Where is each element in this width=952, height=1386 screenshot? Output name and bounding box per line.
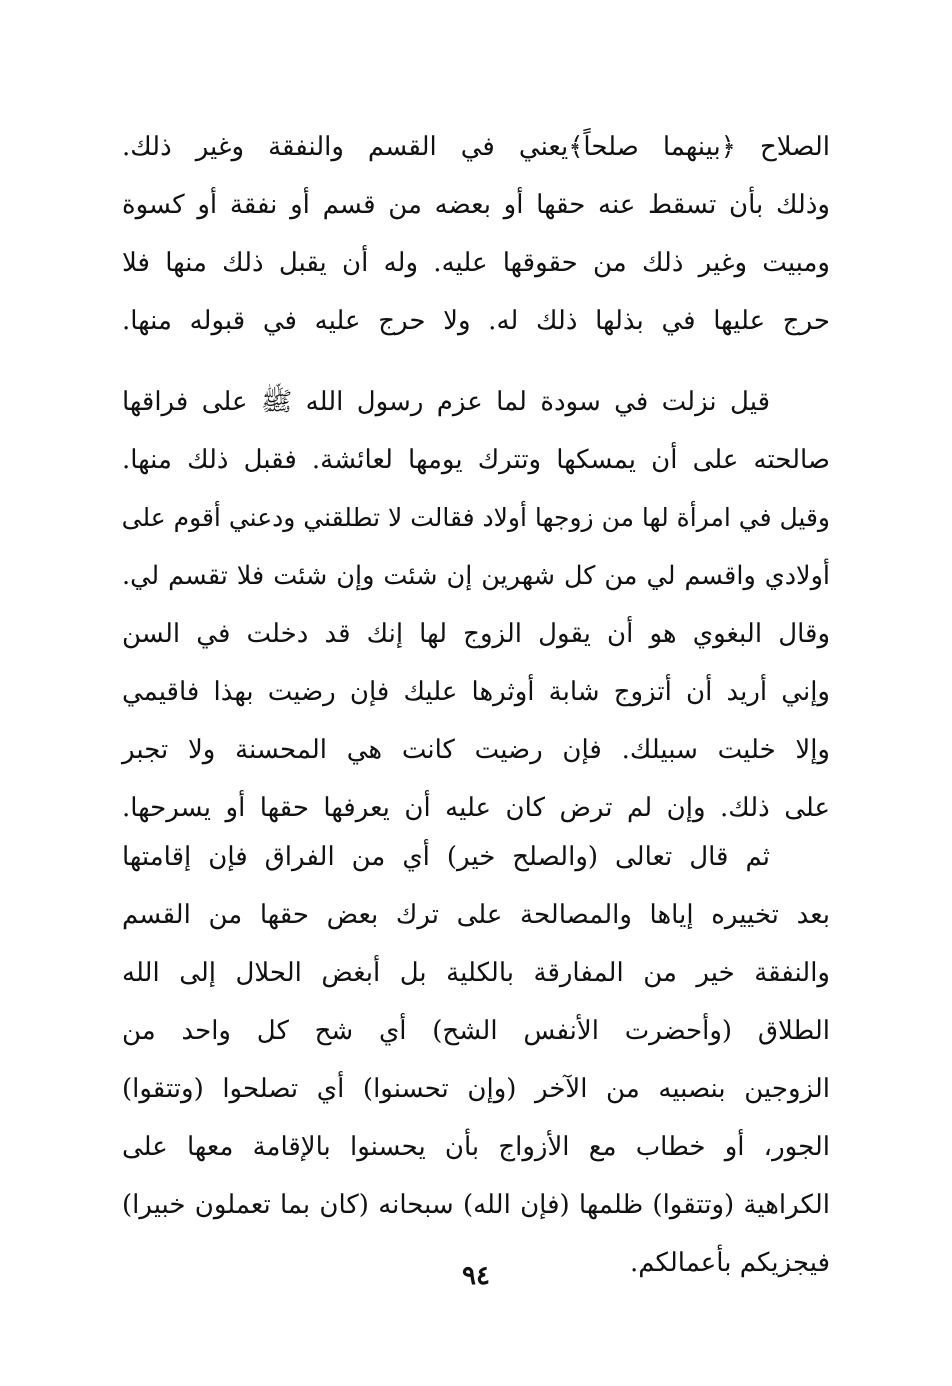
text-line: وإني أريد أن أتزوج شابة أوثرها عليك فإن رضيت بهذا فاقيمي: [122, 677, 830, 707]
text-line: بعد تخييره إياها والمصالحة على ترك بعض حقها من القسم: [122, 900, 830, 930]
text-line: أولادي واقسم لي من كل شهرين إن شئت وإن شئت فلا تقسم لي.: [122, 561, 830, 591]
text-line: والنفقة خير من المفارقة بالكلية بل أبغض الحلال إلى الله: [122, 958, 830, 988]
text-line: وقيل في امرأة لها من زوجها أولاد فقالت لا تطلقني ودعني أقوم على: [121, 503, 830, 532]
text-line: الزوجين بنصبيه من الآخر (وإن تحسنوا) أي تصلحوا (وتتقوا): [122, 1074, 830, 1104]
paragraph-3: [122, 828, 830, 1292]
text-line: صالحته على أن يمسكها وتترك يومها لعائشة. فقبل ذلك منها.: [122, 445, 830, 475]
text-line: ومبيت وغير ذلك من حقوقها عليه. وله أن يقبل ذلك منها فلا: [122, 248, 830, 278]
text-line: ثم قال تعالى (والصلح خير) أي من الفراق فإن إقامتها: [122, 842, 770, 872]
text-line: الصلاح ﴿بينهما صلحاً﴾يعني في القسم والنفقة وغير ذلك.: [122, 132, 830, 162]
text-line: وإلا خليت سبيلك. فإن رضيت كانت هي المحسنة ولا تجبر: [122, 735, 830, 765]
paragraph-1: [122, 118, 830, 350]
text-line: وذلك بأن تسقط عنه حقها أو بعضه من قسم أو نفقة أو كسوة: [122, 190, 830, 220]
paragraph-2: [122, 373, 830, 837]
text-line: حرج عليها في بذلها ذلك له. ولا حرج عليه في قبوله منها.: [122, 306, 830, 336]
text-line: الجور، أو خطاب مع الأزواج بأن يحسنوا بالإقامة معها على: [122, 1132, 830, 1162]
text-line: قيل نزلت في سودة لما عزم رسول الله ﷺ على فراقها: [122, 387, 770, 417]
text-line: وقال البغوي هو أن يقول الزوج لها إنك قد دخلت في السن: [122, 619, 830, 649]
text-line: الكراهية (وتتقوا) ظلمها (فإن الله) سبحانه (كان بما تعملون خبيرا): [122, 1190, 830, 1220]
text-line: على ذلك. وإن لم ترض كان عليه أن يعرفها حقها أو يسرحها.: [122, 793, 830, 823]
page-number: ٩٤: [462, 1261, 490, 1291]
text-line: الطلاق (وأحضرت الأنفس الشح) أي شح كل واحد من: [122, 1016, 830, 1046]
text-line: فيجزيكم بأعمالكم.: [629, 1248, 830, 1278]
